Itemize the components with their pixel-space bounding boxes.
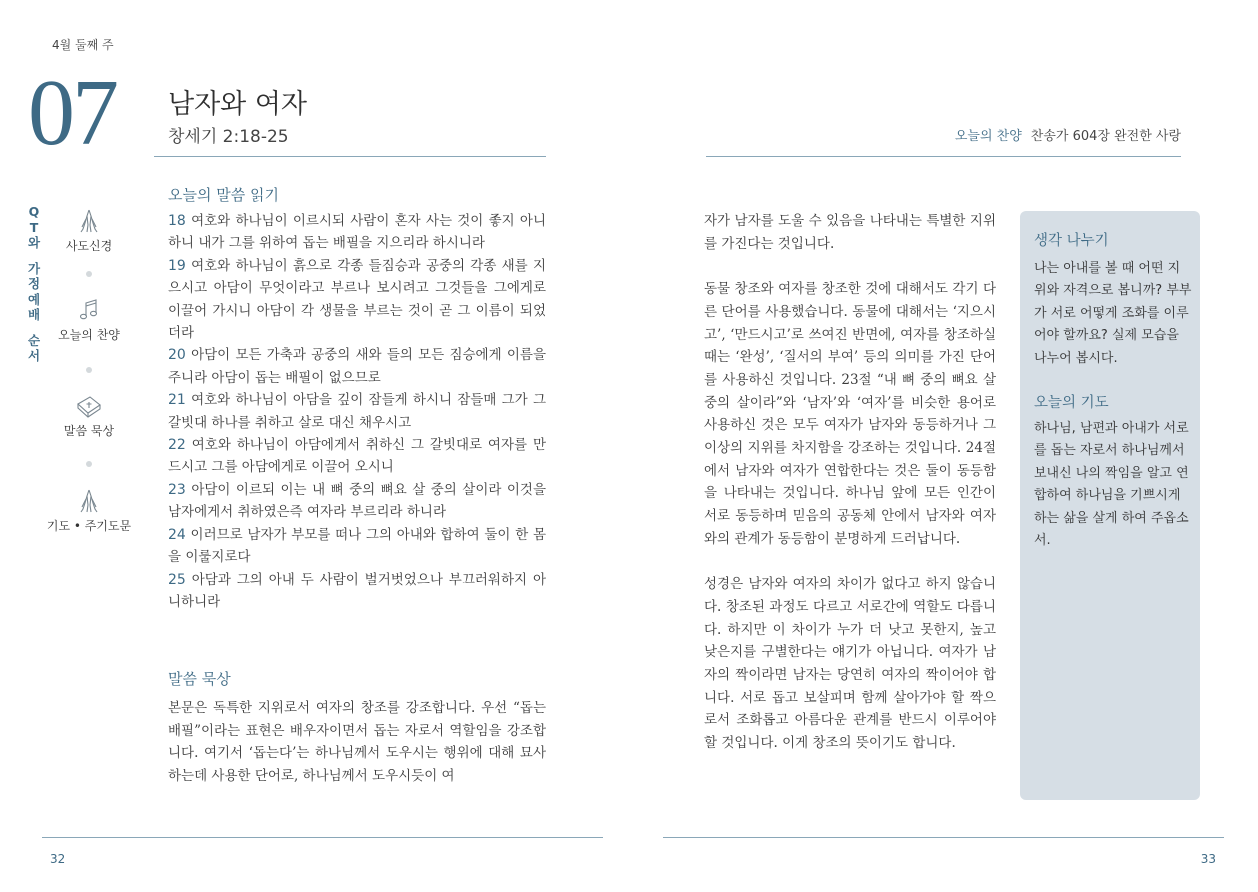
verse-number: 21: [168, 392, 186, 409]
nav-separator-dot: [86, 271, 92, 277]
prayer-text: 하나님, 남편과 아내가 서로를 돕는 자로서 하나님께서 보내신 나의 짝임을 알고 연합하여 하나님을 기쁘시게 하는 삶을 살게 하여 주옵소서.: [1034, 421, 1189, 549]
side-label-gap: [24, 323, 44, 333]
page-title: 남자와 여자: [168, 89, 307, 120]
day-number: 07: [28, 61, 116, 165]
verse: [168, 569, 546, 614]
nav-item-label: 오늘의 찬양: [58, 328, 120, 342]
verse-text: 이러므로 남자가 부모를 떠나 그의 아내와 합하여 둘이 한 몸을 이룰지로다: [168, 526, 546, 566]
meditation-text: 본문은 독특한 지위로서 여자의 창조를 강조합니다. 우선 “돕는 배필”이라는 표현은 배우자이면서 돕는 자로서 역할임을 강조합니다. 여기서 ‘돕는다’는 하나님께서 도우시는 행위에 대해 묘사하는데 사용한 단어로, 하나님께서 도우시듯이 여: [168, 700, 546, 785]
side-label-gap: [24, 251, 44, 261]
verse: [168, 434, 546, 479]
verse: [168, 255, 546, 345]
prayer-heading: 오늘의 기도: [1034, 395, 1109, 411]
nav-separator-dot: [86, 367, 92, 373]
side-label-char: Q: [28, 204, 40, 219]
side-label-char: 배: [27, 307, 41, 322]
week-label: 4월 둘째 주: [52, 38, 114, 52]
verse-number: 25: [168, 571, 186, 588]
footer-divider-left: [42, 837, 603, 838]
verse: [168, 524, 546, 569]
verse-number: 24: [168, 526, 186, 543]
footer-divider-right: [663, 837, 1224, 838]
side-vertical-label: [24, 204, 44, 364]
praying-hands-icon: [44, 487, 134, 515]
nav-item-label: 기도 • 주기도문: [46, 519, 132, 533]
scripture-reference: 창세기 2:18-25: [168, 127, 289, 147]
commentary-column: [704, 210, 996, 778]
nav-item-prayer[interactable]: [44, 487, 134, 534]
hymn-label: 오늘의 찬양: [954, 129, 1022, 144]
verse-text: 여호와 하나님이 흙으로 각종 들짐승과 공중의 각종 새를 지으시고 아담이 무엇이라고 부르나 보시려고 그것들을 그에게로 이끌어 가시니 아담이 각 생물을 부르는 것이 곧 그 이름이 되었더라: [168, 257, 546, 342]
page-number-right: 33: [1200, 852, 1216, 866]
verse-number: 20: [168, 347, 186, 364]
nav-item-label: 사도신경: [65, 239, 113, 253]
nav-separator-dot: [86, 461, 92, 467]
verse-number: 22: [168, 437, 186, 454]
verse-text: 아담과 그의 아내 두 사람이 벌거벗었으나 부끄러워하지 아니하니라: [168, 571, 546, 610]
nav-item-word-meditation[interactable]: [44, 392, 134, 439]
side-label-char: 서: [27, 348, 41, 363]
share-text: 나는 아내를 볼 때 어떤 지위와 자격으로 봅니까? 부부가 서로 어떻게 조화를 이루어야 할까요? 실제 모습을 나누어 봅시다.: [1034, 261, 1192, 366]
verse-number: 23: [168, 481, 186, 498]
commentary-paragraph: 동물 창조와 여자를 창조한 것에 대해서도 각기 다른 단어를 사용했습니다. 동물에 대해서는 ‘지으시고’, ‘만드시고’로 쓰여진 반면에, 여자를 창조하실 때는 ‘완성’, ‘질서의 부여’ 등의 의미를 가진 단어를 사용하신 것입니다. 23절 “내 뼈 중의 뼈요 살 중의 살이라”와 ‘남자’와 ‘여자’를 비슷한 용어로 사용하신 것은 모두 여자가 남자와 동등하거나 그 이상의 지위를 차지함을 강조하는 것입니다. 24절에서 남자와 여자가 연합한다는 것은 둘이 동등함을 나타내는 것입니다. 하나님 앞에 모든 인간이 서로 동등하며 믿음의 공동체 안에서 남자와 여자와의 관계가 동등함이 분명하게 드러납니다.: [704, 281, 996, 547]
verse-text: 아담이 이르되 이는 내 뼈 중의 뼈요 살 중의 살이라 이것을 남자에게서 취하였은즉 여자라 부르리라 하니라: [168, 481, 546, 521]
share-heading: 생각 나누기: [1034, 233, 1109, 249]
verse: [168, 210, 546, 255]
verse-text: 아담이 모든 가축과 공중의 새와 들의 모든 짐승에게 이름을 주니라 아담이 돕는 배필이 없으므로: [168, 347, 546, 386]
music-note-icon: [44, 296, 134, 324]
verse-text: 여호와 하나님이 이르시되 사람이 혼자 사는 것이 좋지 아니하니 내가 그를 위하여 돕는 배필을 지으리라 하시니라: [168, 213, 546, 252]
nav-item-label: 말씀 묵상: [63, 424, 115, 438]
page-number-left: 32: [50, 852, 66, 866]
verse-number: 18: [168, 213, 186, 229]
commentary-paragraph: 성경은 남자와 여자의 차이가 없다고 하지 않습니다. 창조된 과정도 다르고 서로간에 역할도 다릅니다. 하지만 이 차이가 누가 더 낫고 못한지, 높고 낮은지를 구별한다는 얘기가 아닙니다. 여자가 남자의 짝이라면 남자는 당연히 여자의 짝이어야 합니다. 서로 돕고 보살피며 함께 살아가야 할 짝으로서 조화롭고 아름다운 관계를 반드시 이루어야 할 것입니다. 이게 창조의 뜻이기도 합니다.: [704, 576, 996, 752]
nav-item-todays-hymn[interactable]: [44, 296, 134, 343]
verse: [168, 479, 546, 524]
side-label-char: T: [29, 219, 39, 235]
side-label-char: 예: [27, 291, 41, 307]
reflection-sidebar: [1020, 211, 1200, 800]
verse: [168, 344, 546, 389]
verse-text: 여호와 하나님이 아담에게서 취하신 그 갈빗대로 여자를 만드시고 그를 아담에게로 이끌어 오시니: [168, 437, 546, 476]
meditation-heading: 말씀 묵상: [168, 670, 231, 688]
header-divider-left: [154, 156, 546, 157]
side-label-char: 와: [27, 235, 41, 250]
header-divider-right: [706, 156, 1181, 157]
side-label-char: 순: [27, 332, 41, 348]
verse: [168, 389, 546, 434]
hymn-line: [955, 125, 1181, 144]
side-label-char: 정: [27, 276, 41, 291]
commentary-paragraph: 자가 남자를 도울 수 있음을 나타내는 특별한 지위를 가진다는 것입니다.: [704, 213, 996, 252]
hymn-text: 찬송가 604장 완전한 사랑: [1030, 129, 1181, 144]
nav-item-apostles-creed[interactable]: [44, 207, 134, 254]
scripture-passage: [168, 210, 546, 613]
verse-number: 19: [168, 257, 186, 274]
bible-icon: [44, 392, 134, 420]
praying-hands-icon: [44, 207, 134, 235]
reading-heading: 오늘의 말씀 읽기: [168, 186, 279, 204]
verse-text: 여호와 하나님이 아담을 깊이 잠들게 하시니 잠들매 그가 그 갈빗대 하나를 취하고 살로 대신 채우시고: [168, 392, 546, 431]
side-label-char: 가: [27, 260, 41, 276]
